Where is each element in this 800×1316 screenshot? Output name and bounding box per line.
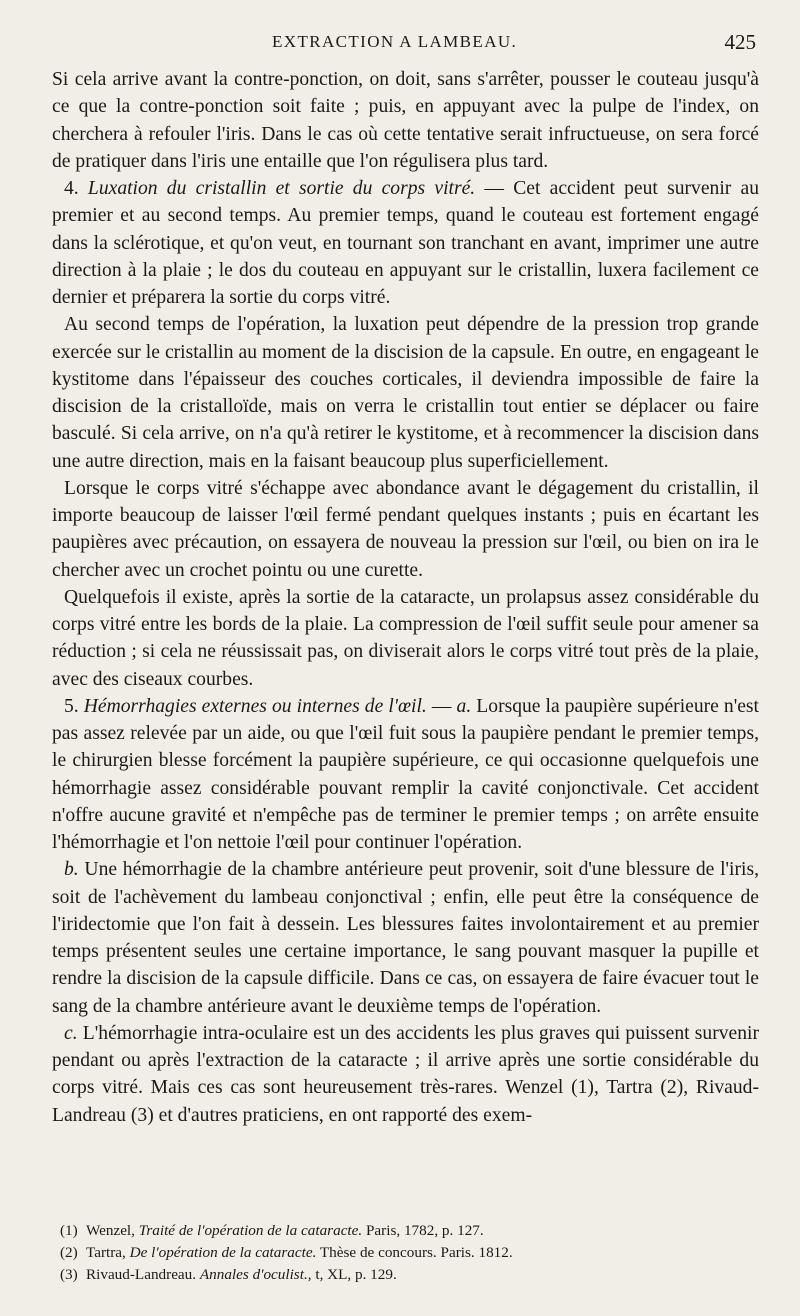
- paragraph: [52, 693, 759, 857]
- text-run: L'hémorrhagie intra-oculaire est un des accidents les plus graves qui puissent survenir pendant ou après l'extraction de la cataracte ; il arrive après une sortie considérable du corps vitré. Mais ces cas sont heureusement très-rares. Wenzel (1), Tartra (2), Rivaud-Landreau (3) et d'autres praticiens, en ont rapporté des exem-: [52, 1022, 759, 1126]
- text-run: — Cet accident peut survenir au premier et au second temps. Au premier temps, quand le couteau est fortement engagé dans la sclérotique, et qu'on veut, en tournant son tranchant en avant, imprimer une autre direction à la plaie ; le dos du couteau en appuyant sur le cristallin, luxera facilement ce dernier et préparera la sortie du corps vitré.: [52, 178, 759, 308]
- italic-text: Luxation du cristallin et sortie du corps vitré.: [87, 178, 476, 199]
- footnote: [60, 1220, 760, 1242]
- text-run: Lorsque la paupière supérieure n'est pas assez relevée par un aide, ou que l'œil fuit sous la paupière pendant le premier temps, le chirurgien blesse forcément la paupière supérieure, ce qui occasionne quelquefois une hémorrhagie assez considérable pouvant remplir la cavité conjonctivale. Cet accident n'offre aucune gravité et n'empêche pas de terminer le premier temps ; on arrête ensuite l'hémorrhagie et l'on nettoie l'œil pour continuer l'opération.: [52, 695, 759, 853]
- footnote-title: Traité de l'opération de la cataracte.: [138, 1222, 363, 1239]
- footnote: [60, 1264, 760, 1286]
- footnote-number: (2): [60, 1244, 78, 1261]
- footnotes: [60, 1220, 760, 1286]
- italic-text: a.: [456, 695, 472, 717]
- footnote-text: , t, XL, p. 129.: [307, 1266, 397, 1283]
- footnote-title: De l'opération de la cataracte.: [129, 1244, 317, 1261]
- text-run: Quelquefois il existe, après la sortie de la cataracte, un prolapsus assez considérable du corps vitré entre les bords de la plaie. La compression de l'œil suffit seule pour amener sa réduction ; si cela ne réussissait pas, on diviserait alors le corps vitré tout près de la plaie, avec des ciseaux courbes.: [52, 586, 759, 690]
- text-run: 5.: [64, 695, 84, 717]
- text-run: Si cela arrive avant la contre-ponction, on doit, sans s'arrêter, pousser le couteau jusqu'à ce que la contre-ponction soit faite ; puis, en appuyant avec la pulpe de l'index, on cherchera à refouler l'iris. Dans le cas où cette tentative serait infructueuse, on sera forcé de pratiquer dans l'iris une entaille que l'on régulisera plus tard.: [52, 69, 759, 172]
- text-run: Au second temps de l'opération, la luxation peut dépendre de la pression trop grande exercée sur le cristallin au moment de la discision de la capsule. En outre, en engageant le kystitome dans l'épaisseur des couches corticales, il deviendra impossible de faire la discision de la cristalloïde, mais on verra le cristallin tout entier se déplacer ou faire basculé. Si cela arrive, on n'a qu'à retirer le kystitome, et à recommencer la discision dans une autre direction, mais en la faisant beaucoup plus superficiellement.: [52, 314, 759, 472]
- paragraph: [52, 311, 759, 475]
- page-header: [0, 30, 800, 60]
- paragraph: [52, 1020, 759, 1129]
- footnote-title: Annales d'oculist.: [199, 1266, 308, 1283]
- footnote-text: Rivaud-Landreau.: [86, 1266, 200, 1283]
- paragraph: [52, 475, 759, 584]
- text-run: —: [426, 695, 457, 717]
- italic-text: c.: [64, 1022, 78, 1044]
- page-number: 425: [724, 30, 756, 54]
- running-head: EXTRACTION A LAMBEAU.: [272, 32, 518, 51]
- footnote-number: (1): [60, 1222, 78, 1239]
- footnote-number: (3): [60, 1266, 78, 1283]
- paragraph: [52, 66, 759, 175]
- body-text: [52, 66, 759, 1129]
- footnote-text: Tartra,: [86, 1244, 130, 1261]
- text-run: Lorsque le corps vitré s'échappe avec abondance avant le dégagement du cristallin, il importe beaucoup de laisser l'œil fermé pendant quelques instants ; puis en écartant les paupières avec précaution, on essayera de nouveau la pression sur l'œil, ou bien on ira le chercher avec un crochet pointu ou une curette.: [52, 477, 759, 581]
- text-run: 4.: [64, 178, 88, 199]
- footnote-text: Thèse de concours. Paris. 1812.: [316, 1244, 513, 1261]
- paragraph: [52, 856, 759, 1020]
- paragraph: [52, 584, 759, 693]
- footnote-text: Wenzel,: [86, 1222, 139, 1239]
- footnote: [60, 1242, 760, 1264]
- footnote-text: Paris, 1782, p. 127.: [362, 1222, 484, 1239]
- text-run: Une hémorrhagie de la chambre antérieure peut provenir, soit d'une blessure de l'iris, soit de l'achèvement du lambeau conjonctival ; enfin, elle peut être la conséquence de l'iridectomie que l'on fait à dessein. Les blessures faites involontairement et au premier temps présentent seules une certaine importance, le sang pouvant masquer la pupille et rendre la discision de la capsule difficile. Dans ce cas, on essayera de faire évacuer tout le sang de la chambre antérieure avant le deuxième temps de l'opération.: [52, 859, 759, 1017]
- italic-text: Hémorrhagies externes ou internes de l'œil.: [83, 695, 427, 717]
- paragraph: [52, 175, 759, 311]
- italic-text: b.: [64, 859, 79, 881]
